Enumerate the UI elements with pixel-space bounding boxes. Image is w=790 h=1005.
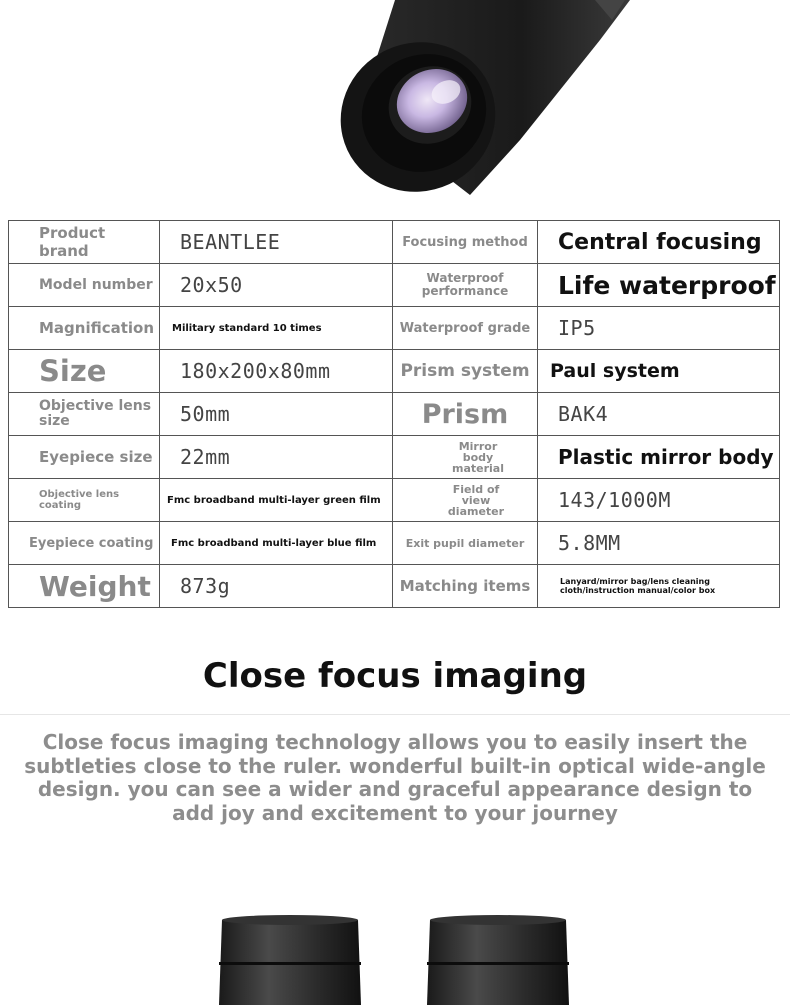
- table-row: [9, 565, 780, 608]
- spec-label: Objective lens coating: [39, 489, 120, 511]
- spec-label: Field of view diameter: [447, 482, 505, 518]
- spec-label: Weight: [39, 569, 151, 603]
- table-row: [9, 307, 780, 350]
- spec-value: BEANTLEE: [160, 221, 393, 264]
- spec-value: 873g: [160, 565, 393, 608]
- spec-value: BAK4: [538, 393, 780, 436]
- section-title: Close focus imaging: [202, 656, 588, 696]
- spec-value: Life waterproof: [538, 264, 780, 307]
- spec-label: Focusing method: [402, 234, 528, 250]
- spec-label: Matching items: [399, 577, 531, 595]
- table-row: [9, 350, 780, 393]
- table-row: [9, 436, 780, 479]
- spec-label: Prism system: [400, 361, 530, 381]
- spec-value: Lanyard/mirror bag/lens cleaning cloth/instruction manual/color box: [538, 565, 780, 608]
- table-row: [9, 522, 780, 565]
- spec-label: Objective lens size: [39, 398, 152, 429]
- spec-label: Product brand: [39, 224, 106, 260]
- spec-value: Military standard 10 times: [160, 307, 393, 350]
- spec-label: Waterproof grade: [399, 320, 531, 336]
- spec-label: Model number: [39, 277, 153, 293]
- table-row: [9, 393, 780, 436]
- spec-value: Fmc broadband multi-layer green film: [160, 479, 393, 522]
- spec-label: Exit pupil diameter: [405, 536, 525, 550]
- spec-value: Central focusing: [538, 221, 780, 264]
- spec-value: 50mm: [160, 393, 393, 436]
- section-description: Close focus imaging technology allows you to easily insert the subtleties close to the ruler. wonderful built-in optical wide-angle design. you can see a wider and graceful appearance design to add joy and excitement to your journey: [24, 730, 766, 825]
- spec-label: Eyepiece coating: [29, 535, 154, 551]
- table-row: [9, 264, 780, 307]
- spec-value: 143/1000M: [538, 479, 780, 522]
- spec-label: Eyepiece size: [39, 448, 153, 466]
- table-row: [9, 479, 780, 522]
- spec-label: Magnification: [39, 319, 155, 337]
- spec-label: Size: [39, 354, 107, 388]
- spec-value: 20x50: [160, 264, 393, 307]
- spec-label: Mirror body material: [452, 439, 504, 475]
- divider: [0, 714, 790, 715]
- binocular-objective-image: [0, 0, 790, 215]
- table-row: [9, 221, 780, 264]
- spec-label: Prism: [421, 398, 509, 430]
- spec-value: Plastic mirror body: [538, 436, 780, 479]
- spec-value: 180x200x80mm: [160, 350, 393, 393]
- spec-value: 5.8MM: [538, 522, 780, 565]
- spec-value: Paul system: [538, 350, 780, 393]
- spec-label: Waterproof performance: [421, 271, 509, 298]
- spec-value: 22mm: [160, 436, 393, 479]
- specifications-table: [8, 220, 780, 608]
- spec-value: IP5: [538, 307, 780, 350]
- spec-value: Fmc broadband multi-layer blue film: [160, 522, 393, 565]
- binocular-eyepieces-image: [0, 900, 790, 1005]
